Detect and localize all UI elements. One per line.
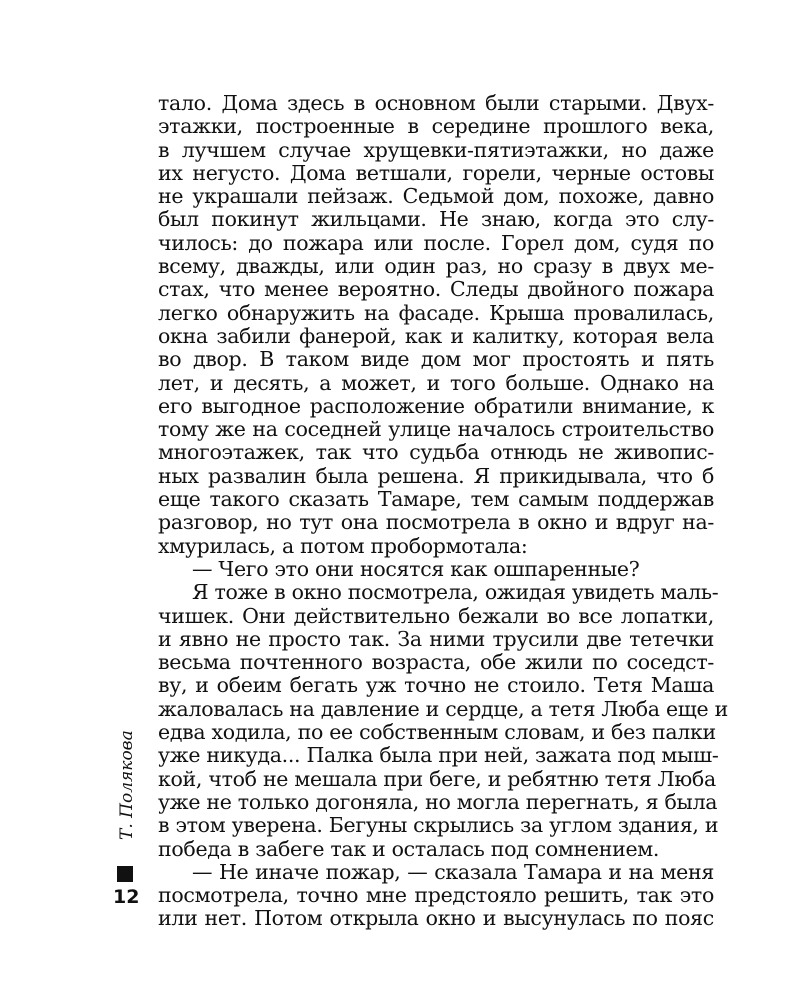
text-line: посмотрела, точно мне предстояло решить, так это: [158, 883, 714, 908]
text-line: уже никуда... Палка была при ней, зажата под мыш-: [158, 743, 719, 768]
text-line: их негусто. Дома ветшали, горели, черные остовы: [158, 160, 714, 185]
text-line: многоэтажек, так что судьба отнюдь не живопис-: [158, 440, 714, 465]
text-line: едва ходила, по ее собственным словам, и без палки: [158, 720, 716, 745]
text-line: этажки, построенные в середине прошлого века,: [158, 114, 714, 139]
text-line: еще такого сказать Тамаре, тем самым поддержав: [158, 487, 714, 512]
text-line: чишек. Они действительно бежали во все лопатки,: [158, 603, 714, 628]
text-line: или нет. Потом открыла окно и высунулась по пояс: [158, 906, 714, 931]
text-line: кой, чтоб не мешала при беге, и ребятню тетя Люба: [158, 766, 716, 791]
body-text: [158, 91, 728, 931]
text-line: уже не только догоняла, но могла перегнать, я была: [158, 789, 718, 814]
text-line: разговор, но тут она посмотрела в окно и вдруг на-: [158, 510, 714, 535]
text-line: окна забили фанерой, как и калитку, которая вела: [158, 323, 714, 348]
text-line: чилось: до пожара или после. Горел дом, судя по: [158, 230, 714, 255]
text-line: в лучшем случае хрущевки-пятиэтажки, но даже: [158, 137, 714, 162]
text-line: и явно не просто так. За ними трусили две тетечки: [158, 626, 714, 651]
page-number: 12: [113, 886, 140, 908]
text-line: был покинут жильцами. Не знаю, когда это слу-: [158, 207, 714, 232]
text-line: легко обнаружить на фасаде. Крыша провалилась,: [158, 300, 714, 325]
text-line: тало. Дома здесь в основном были старыми. Двух-: [158, 91, 714, 115]
author-running-head: Т. Полякова: [117, 730, 137, 840]
text-line: стах, что менее вероятно. Следы двойного пожара: [158, 277, 714, 302]
text-line: Я тоже в окно посмотрела, ожидая увидеть маль-: [192, 580, 719, 605]
text-line: хмурилась, а потом пробормотала:: [158, 533, 528, 558]
text-line: во двор. В таком виде дом мог простоять и пять: [158, 347, 714, 372]
text-line: весьма почтенного возраста, обе жили по соседст-: [158, 650, 714, 675]
text-line: его выгодное расположение обратили внимание, к: [158, 393, 714, 418]
dialogue-line: — Чего это они носятся как ошпаренные?: [192, 556, 640, 581]
text-line: всему, дважды, или один раз, но сразу в двух ме-: [158, 254, 714, 279]
text-line: победа в забеге так и осталась под сомнением.: [158, 836, 660, 861]
dialogue-line: — Не иначе пожар, — сказала Тамара и на меня: [192, 859, 714, 884]
text-line: ных развалин была решена. Я прикидывала, что б: [158, 463, 714, 488]
text-line: в этом уверена. Бегуны скрылись за углом здания, и: [158, 813, 719, 838]
text-line: лет, и десять, а может, и того больше. Однако на: [158, 370, 714, 395]
square-marker-icon: [117, 866, 133, 882]
text-line: жаловалась на давление и сердце, а тетя Люба еще и: [158, 696, 728, 721]
text-line: не украшали пейзаж. Седьмой дом, похоже, давно: [158, 184, 714, 209]
text-line: ву, и обеим бегать уж точно не стоило. Тетя Маша: [158, 673, 714, 698]
text-line: тому же на соседней улице началось строительство: [158, 417, 714, 442]
